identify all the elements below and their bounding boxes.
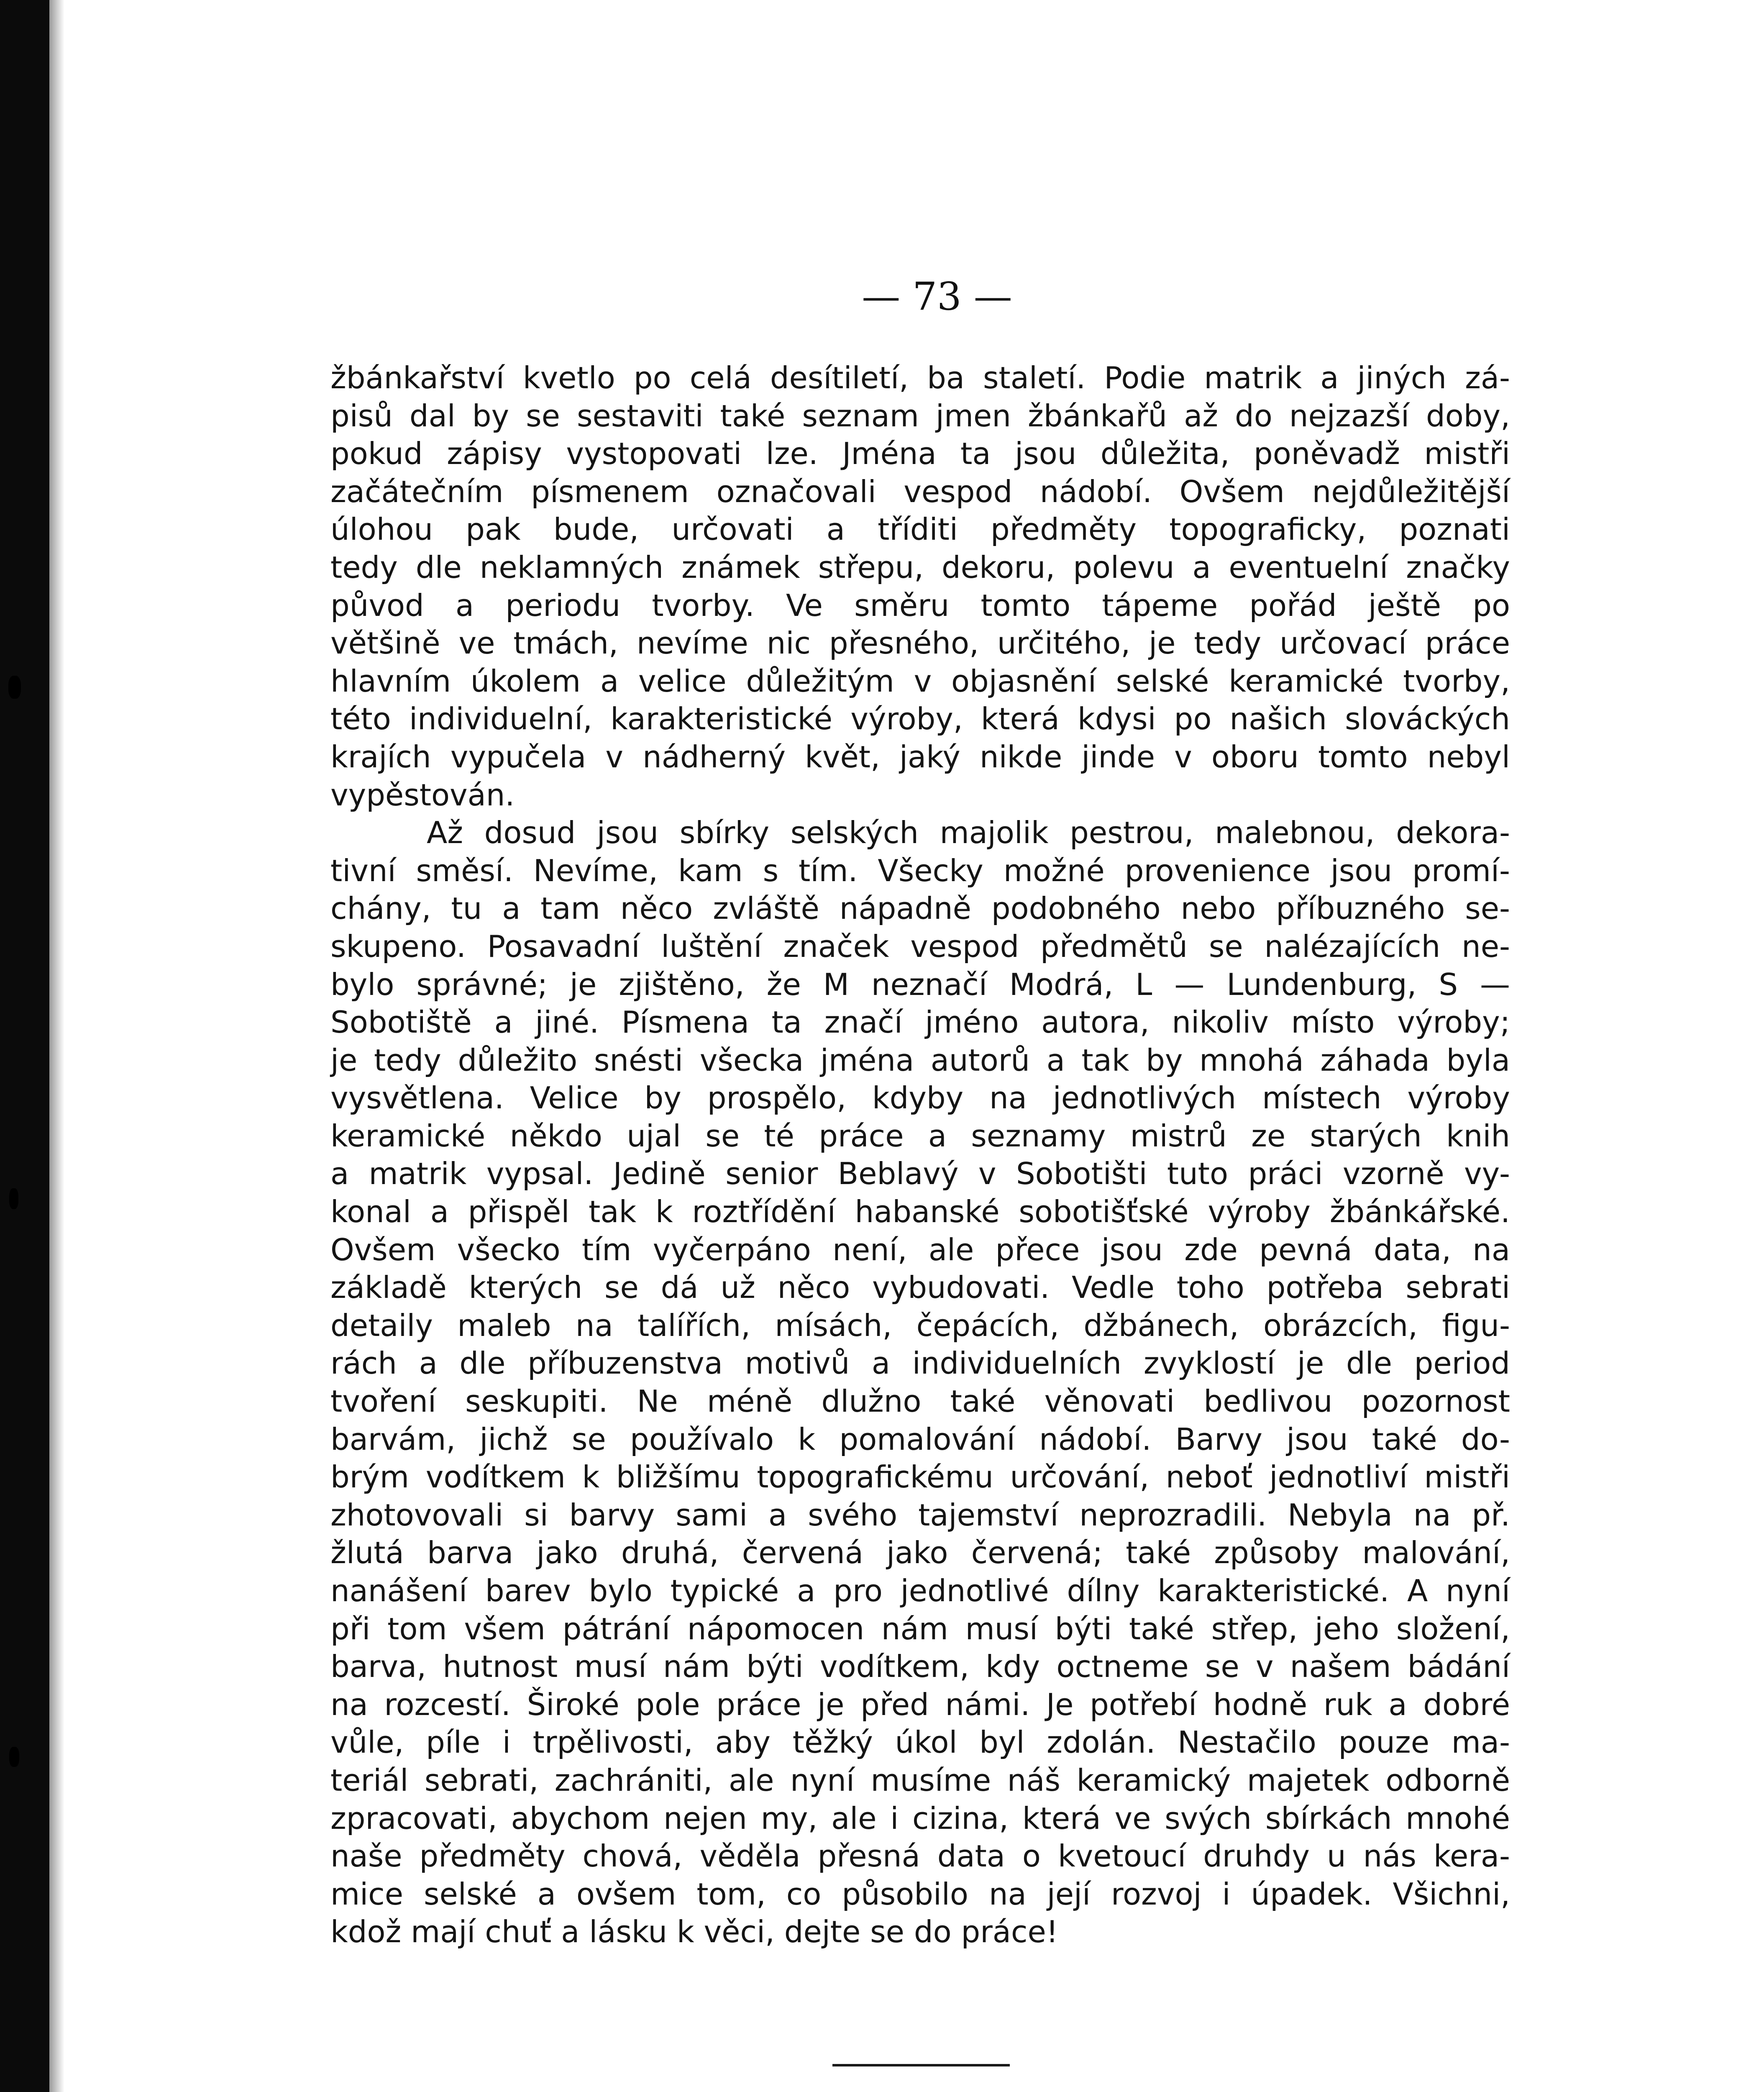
text-line: žlutá barva jako druhá, červená jako červená; také způsoby malování, xyxy=(330,1535,1510,1571)
text-line: začátečním písmenem označovali vespod nádobí. Ovšem nejdůležitější xyxy=(330,474,1510,509)
text-line: tvoření seskupiti. Ne méně dlužno také věnovati bedlivou pozornost xyxy=(330,1384,1510,1419)
text-line: zpracovati, abychom nejen my, ale i cizina, která ve svých sbírkách mnohé xyxy=(330,1800,1510,1836)
text-line: brým vodítkem k bližšímu topografickému určování, neboť jednotliví mistři xyxy=(330,1459,1510,1495)
scan-edge-shadow xyxy=(49,0,64,2092)
text-line: pisů dal by se sestaviti také seznam jmen žbánkařů až do nejzazší doby, xyxy=(330,398,1510,433)
text-line: barva, hutnost musí nám býti vodítkem, kdy octneme se v našem bádání xyxy=(330,1649,1510,1684)
text-line: barvám, jichž se používalo k pomalování nádobí. Barvy jsou také do- xyxy=(330,1421,1510,1457)
text-line: Sobotiště a jiné. Písmena ta značí jméno autora, nikoliv místo výroby; xyxy=(330,1005,1510,1040)
text-line: většině ve tmách, nevíme nic přesného, určitého, je tedy určovací práce xyxy=(330,626,1510,661)
edge-speck-3 xyxy=(9,1747,19,1767)
text-line: Ovšem všecko tím vyčerpáno není, ale přece jsou zde pevná data, na xyxy=(330,1232,1510,1267)
text-line: zhotovovali si barvy sami a svého tajemství neprozradili. Nebyla na př. xyxy=(330,1497,1510,1533)
text-line: nanášení barev bylo typické a pro jednotlivé dílny karakteristické. A nyní xyxy=(330,1573,1510,1608)
text-line: rách a dle příbuzenstva motivů a individuelních zvyklostí je dle period xyxy=(330,1346,1510,1381)
text-line: hlavním úkolem a velice důležitým v objasnění selské keramické tvorby, xyxy=(330,663,1510,699)
text-line: bylo správné; je zjištěno, že M neznačí Modrá, L — Lundenburg, S — xyxy=(330,967,1510,1002)
text-line: tedy dle neklamných známek střepu, dekoru, polevu a eventuelní značky xyxy=(330,549,1510,585)
text-line: žbánkařství kvetlo po celá desítiletí, ba staletí. Podie matrik a jiných zá- xyxy=(330,360,1510,395)
text-line: mice selské a ovšem tom, co působilo na její rozvoj i úpadek. Všichni, xyxy=(330,1876,1510,1912)
text-line: pokud zápisy vystopovati lze. Jména ta jsou důležita, poněvadž mistři xyxy=(330,436,1510,472)
text-line: vysvětlena. Velice by prospělo, kdyby na jednotlivých místech výroby xyxy=(330,1080,1510,1116)
text-line: této individuelní, karakteristické výroby, která kdysi po našich slováckých xyxy=(330,701,1510,737)
scan-edge-bar xyxy=(0,0,49,2092)
text-line: je tedy důležito snésti všecka jména autorů a tak by mnohá záhada byla xyxy=(330,1042,1510,1078)
text-line: detaily maleb na talířích, mísách, čepácích, džbánech, obrázcích, figu- xyxy=(330,1308,1510,1343)
page-number: — 73 — xyxy=(862,274,1012,319)
edge-speck-2 xyxy=(9,1188,18,1209)
body-text xyxy=(330,359,1510,1951)
text-line: Až dosud jsou sbírky selských majolik pestrou, malebnou, dekora- xyxy=(427,815,1510,851)
text-line: skupeno. Posavadní luštění značek vespod předmětů se nalézajících ne- xyxy=(330,928,1510,964)
end-rule xyxy=(832,2064,1010,2066)
text-line: teriál sebrati, zachrániti, ale nyní musíme náš keramický majetek odborně xyxy=(330,1762,1510,1798)
text-line: naše předměty chová, věděla přesná data o kvetoucí druhdy u nás kera- xyxy=(330,1838,1510,1874)
text-line: na rozcestí. Široké pole práce je před námi. Je potřebí hodně ruk a dobré xyxy=(330,1687,1510,1722)
text-line: krajích vypučela v nádherný květ, jaký nikde jinde v oboru tomto nebyl xyxy=(330,739,1510,774)
text-line: při tom všem pátrání nápomocen nám musí býti také střep, jeho složení, xyxy=(330,1611,1510,1646)
text-line: chány, tu a tam něco zvláště nápadně podobného nebo příbuzného se- xyxy=(330,891,1510,926)
text-line: úlohou pak bude, určovati a tříditi předměty topograficky, poznati xyxy=(330,512,1510,547)
text-line: a matrik vypsal. Jedině senior Beblavý v Sobotišti tuto práci vzorně vy- xyxy=(330,1156,1510,1192)
text-line: vůle, píle i trpělivosti, aby těžký úkol byl zdolán. Nestačilo pouze ma- xyxy=(330,1725,1510,1760)
edge-speck-1 xyxy=(8,676,21,699)
text-line: kdož mají chuť a lásku k věci, dejte se do práce! xyxy=(330,1914,1058,1950)
text-line: tivní směsí. Nevíme, kam s tím. Všecky možné provenience jsou promí- xyxy=(330,853,1510,888)
text-line: základě kterých se dá už něco vybudovati. Vedle toho potřeba sebrati xyxy=(330,1270,1510,1305)
text-line: původ a periodu tvorby. Ve směru tomto tápeme pořád ještě po xyxy=(330,587,1510,623)
text-line: keramické někdo ujal se té práce a seznamy mistrů ze starých knih xyxy=(330,1118,1510,1154)
text-line: vypěstován. xyxy=(330,777,515,813)
text-line: konal a přispěl tak k roztřídění habanské sobotišťské výroby žbánkářské. xyxy=(330,1194,1510,1230)
